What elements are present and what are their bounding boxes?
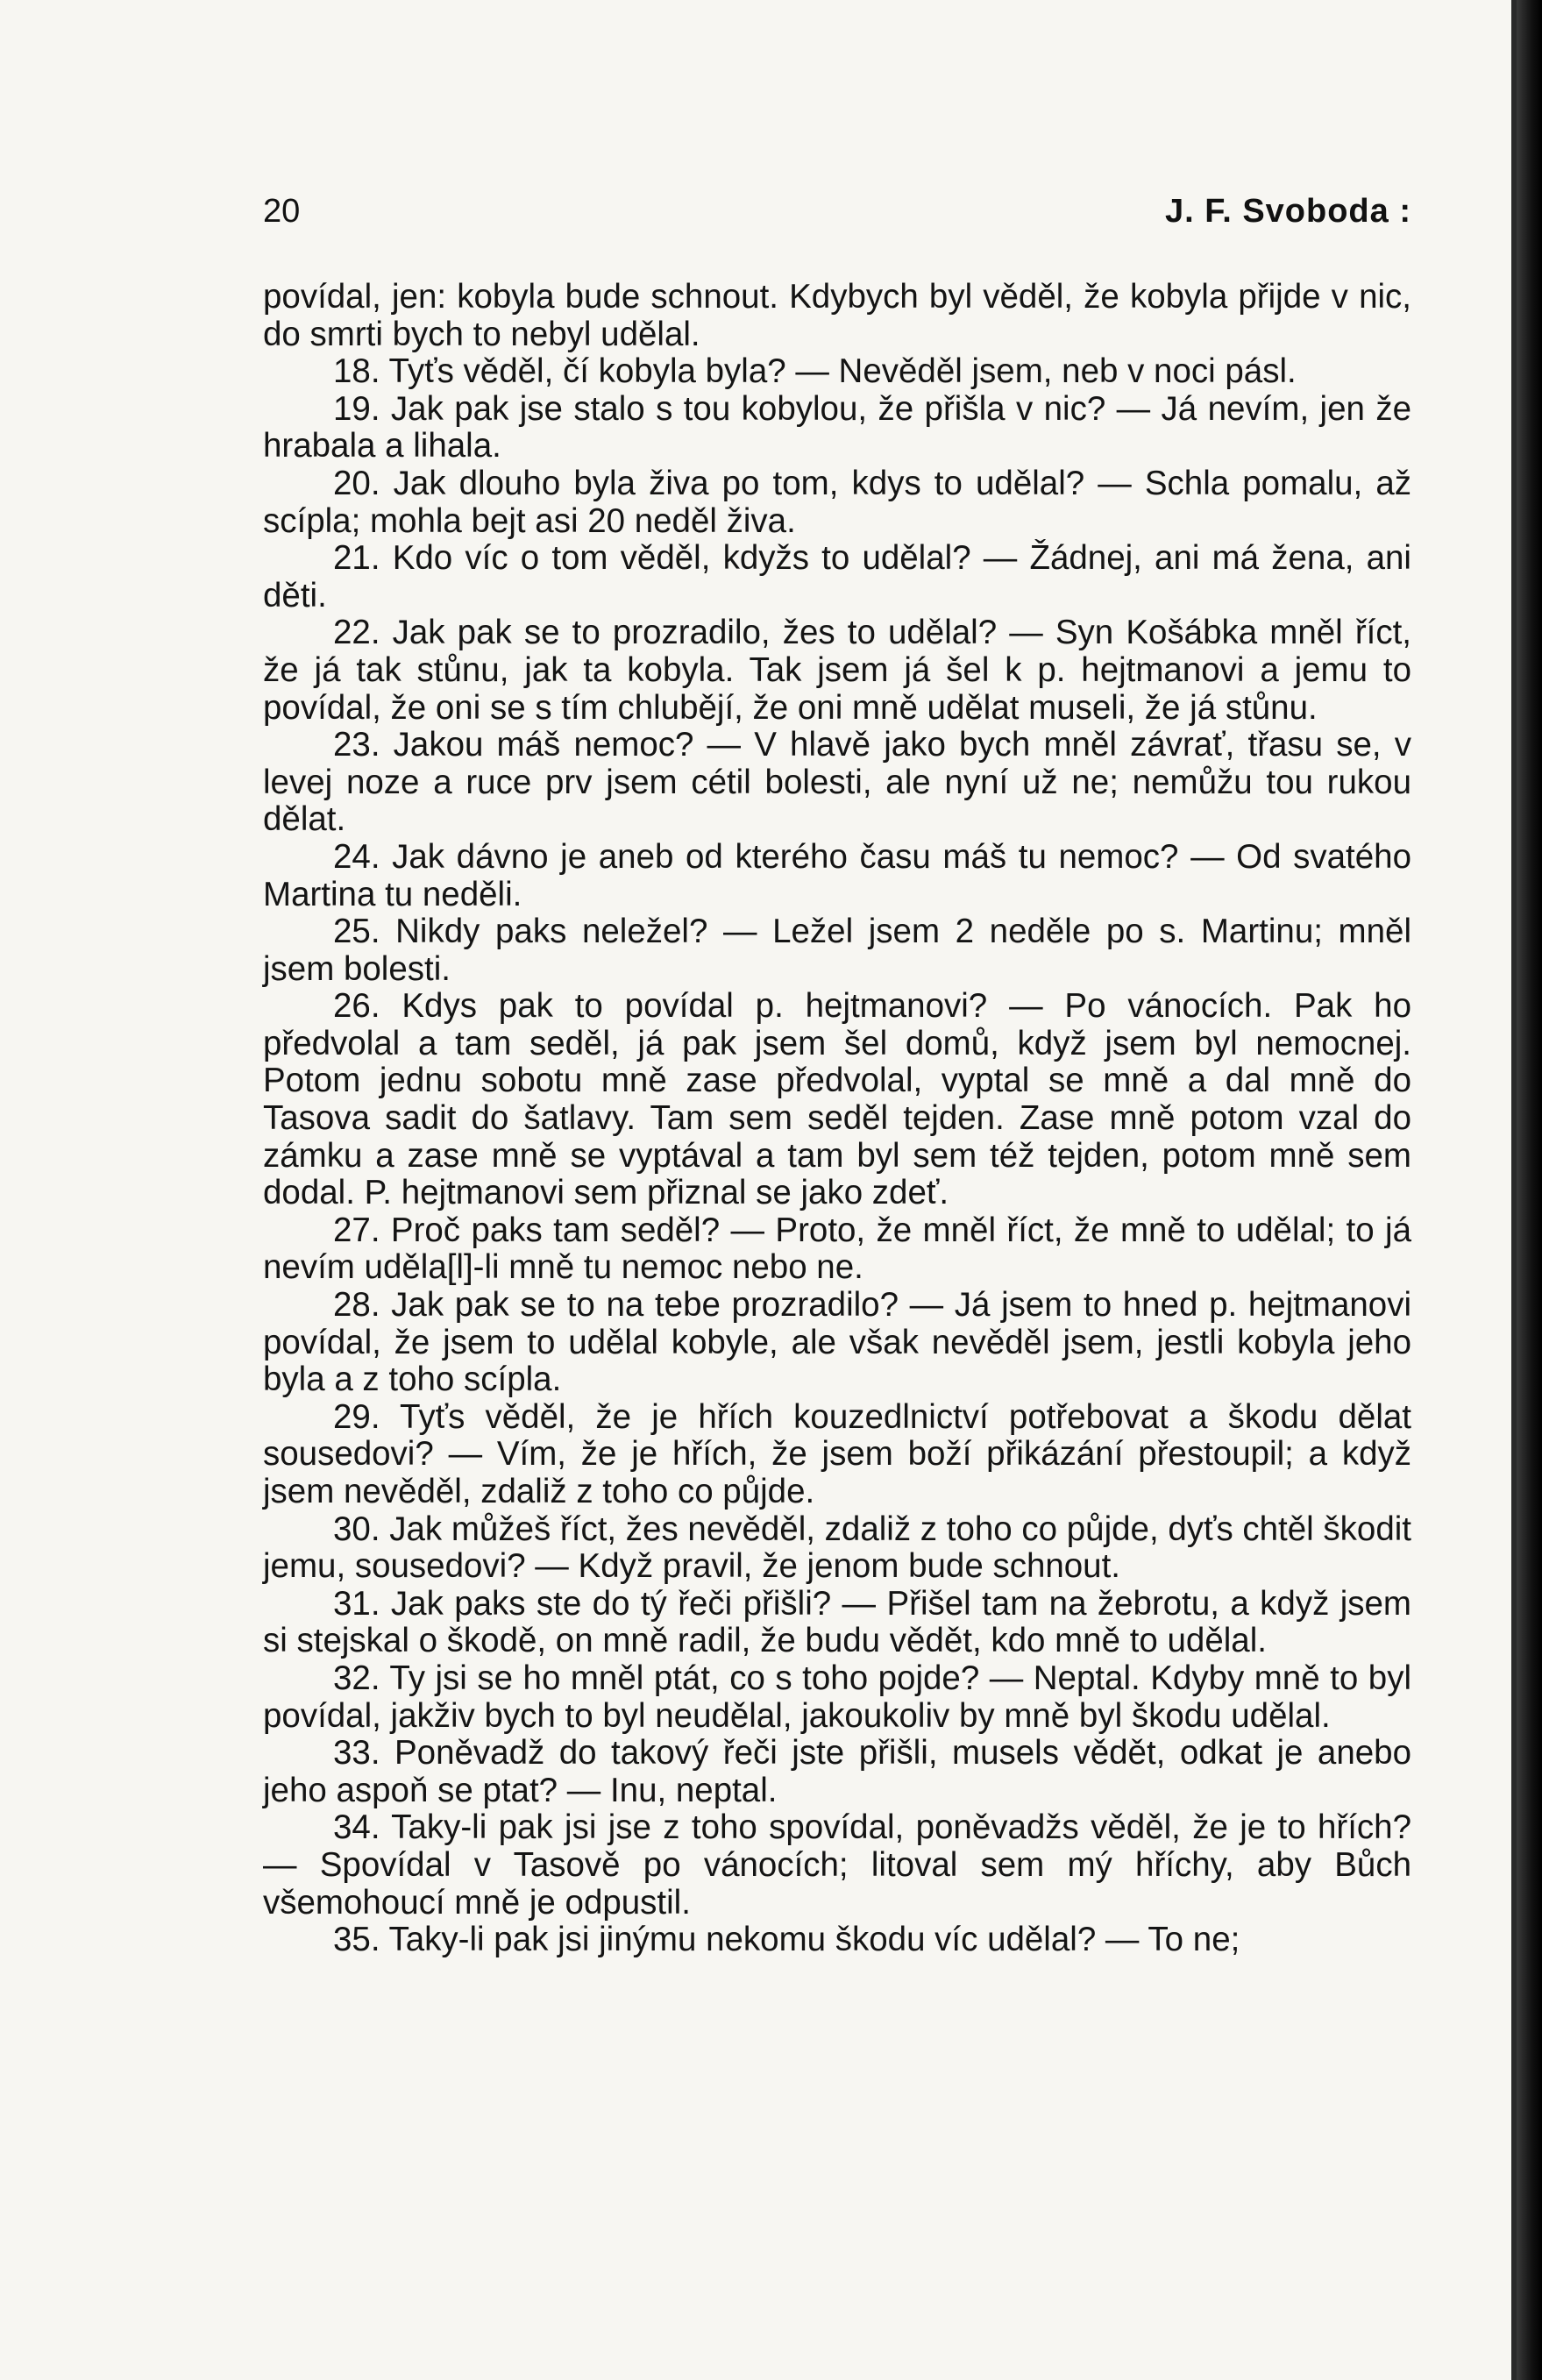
paragraph-20: 20. Jak dlouho byla živa po tom, kdys to udělal? — Schla pomalu, až scípla; mohla bejt asi 20 neděl živa.: [263, 464, 1411, 540]
running-head: J. F. Svoboda :: [1164, 193, 1411, 230]
paragraph-21: 21. Kdo víc o tom věděl, kdyžs to udělal? — Žádnej, ani má žena, ani děti.: [263, 539, 1411, 615]
paragraph-28: 28. Jak pak se to na tebe prozradilo? — Já jsem to hned p. hejtmanovi povídal, že jsem to udělal kobyle, ale však nevěděl jsem, jestli kobyla jeho byla a z toho scípla.: [263, 1286, 1411, 1399]
paragraph-19: 19. Jak pak jse stalo s tou kobylou, že přišla v nic? — Já nevím, jen že hrabala a lihala.: [263, 389, 1411, 465]
paragraph: povídal, jen: kobyla bude schnout. Kdybych byl věděl, že kobyla přijde v nic, do smrti bych to nebyl udělal.: [263, 278, 1411, 353]
paragraph-31: 31. Jak paks ste do tý řeči přišli? — Přišel tam na žebrotu, a když jsem si stejskal o škodě, on mně radil, že budu vědět, kdo mně to udělal.: [263, 1584, 1411, 1660]
paragraph-22: 22. Jak pak se to prozradilo, žes to udělal? — Syn Košábka mněl říct, že já tak stůnu, jak ta kobyla. Tak jsem já šel k p. hejtmanovi a jemu to povídal, že oni se s tím chlubějí, že oni mně udělat museli, že já stůnu.: [263, 614, 1411, 727]
paragraph-35: 35. Taky-li pak jsi jinýmu nekomu škodu víc udělal? — To ne;: [333, 1921, 1240, 1959]
paragraph-18: 18. Tyťs věděl, čí kobyla byla? — Nevěděl jsem, neb v noci pásl.: [333, 352, 1297, 391]
paragraph-33: 33. Poněvadž do takový řeči jste přišli, musels vědět, odkat je anebo jeho aspoň se ptat? — Inu, neptal.: [263, 1734, 1411, 1809]
page-header: [263, 193, 1411, 245]
paragraph-25: 25. Nikdy paks neležel? — Ležel jsem 2 neděle po s. Martinu; mněl jsem bolesti.: [263, 913, 1411, 988]
paragraph-32: 32. Ty jsi se ho mněl ptát, co s toho pojde? — Neptal. Kdyby mně to byl povídal, jakživ bych to byl neudělal, jakoukoliv by mně byl škodu udělal.: [263, 1659, 1411, 1735]
paragraph-26: 26. Kdys pak to povídal p. hejtmanovi? — Po vánocích. Pak ho předvolal a tam seděl, já pak jsem šel domů, když jsem byl nemocnej. Potom jednu sobotu mně zase předvolal, vyptal se mně a dal mně do Tasova sadit do šatlavy. Tam sem seděl tejden. Zase mně potom vzal do zámku a zase mně se vyptával a tam byl sem též tejden, potom mně sem dodal. P. hejtmanovi sem přiznal se jako zdeť.: [263, 987, 1411, 1212]
paragraph-27: 27. Proč paks tam seděl? — Proto, že mněl říct, že mně to udělal; to já nevím uděla[l]-li mně tu nemoc nebo ne.: [263, 1211, 1411, 1287]
body-text: [263, 279, 1411, 1959]
paragraph-24: 24. Jak dávno je aneb od kterého času máš tu nemoc? — Od svatého Martina tu neděli.: [263, 837, 1411, 913]
page-edge-shadow: [1517, 0, 1542, 2380]
paragraph-30: 30. Jak můžeš říct, žes nevěděl, zdaliž z toho co půjde, dyťs chtěl škodit jemu, sousedovi? — Když pravil, že jenom bude schnout.: [263, 1510, 1411, 1586]
paragraph-34: 34. Taky-li pak jsi jse z toho spovídal, poněvadžs věděl, že je to hřích? — Spovídal v Tasově po vánocích; litoval sem mý hříchy, aby Bůch všemohoucí mně je odpustil.: [263, 1808, 1411, 1922]
paragraph-29: 29. Tyťs věděl, že je hřích kouzedlnictví potřebovat a škodu dělat sousedovi? — Vím, že je hřích, že jsem boží přikázání přestoupil; a když jsem nevěděl, zdaliž z toho co půjde.: [263, 1397, 1411, 1510]
paragraph-23: 23. Jakou máš nemoc? — V hlavě jako bych mněl závrať, třasu se, v levej noze a ruce prv jsem cétil bolesti, ale nyní už ne; nemůžu tou rukou dělat.: [263, 726, 1411, 839]
page-number: 20: [263, 193, 301, 230]
